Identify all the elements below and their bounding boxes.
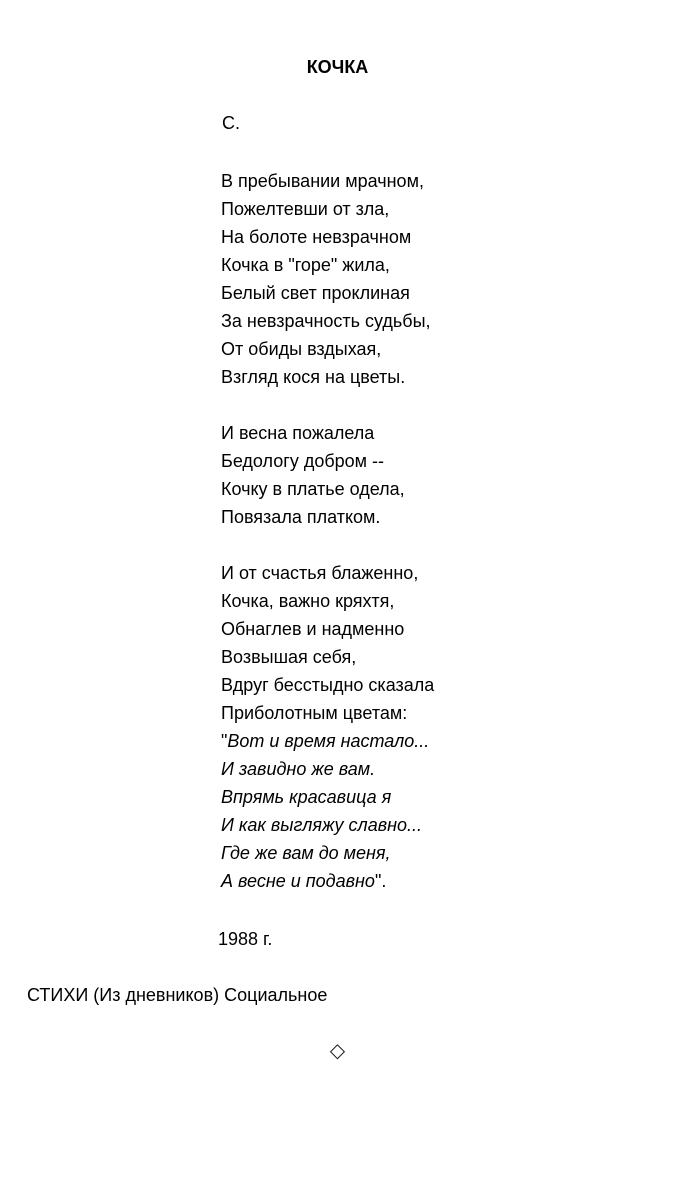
poem-line: Кочка, важно кряхтя,: [221, 591, 395, 611]
quote-mark: ": [221, 731, 228, 751]
quote-mark: ".: [374, 871, 387, 891]
stanza-3: [221, 559, 434, 895]
poem-line: Впрямь красавица я: [221, 787, 392, 807]
poem-line: Взгляд кося на цветы.: [221, 367, 406, 387]
poem-line: Возвышая себя,: [221, 647, 357, 667]
stanza-1: [221, 167, 434, 391]
quote-text: Вот и время настало...: [227, 731, 430, 751]
poem-body: [221, 167, 434, 923]
poem-line: За невзрачность судьбы,: [221, 311, 431, 331]
poem-line: Обнаглев и надменно: [221, 619, 405, 639]
poem-dedication: С.: [222, 113, 240, 133]
poem-line: Где же вам до меня,: [221, 843, 391, 863]
poem-line: Белый свет проклиная: [221, 283, 410, 303]
poem-line: Пожелтевши от зла,: [221, 199, 390, 219]
poem-year: 1988 г.: [218, 929, 273, 949]
poem-line: И завидно же вам.: [221, 759, 376, 779]
poem-line: Кочку в платье одела,: [221, 479, 405, 499]
poem-line: И как выгляжу славно...: [221, 815, 423, 835]
poem-title: КОЧКА: [306, 57, 369, 77]
poem-line-quote-start: [221, 727, 434, 755]
diamond-separator-icon: ◇: [329, 1040, 346, 1062]
poem-line: И от счастья блаженно,: [221, 563, 419, 583]
poem-tags: СТИХИ (Из дневников) Социальное: [27, 985, 328, 1005]
quote-text: А весне и подавно: [221, 871, 375, 891]
poem-line: На болоте невзрачном: [221, 227, 412, 247]
poem-line: Приболотным цветам:: [221, 703, 408, 723]
poem-line-quote-end: [221, 867, 434, 895]
poem-line: Бедологу добром --: [221, 451, 385, 471]
poem-line: Кочка в "горе" жила,: [221, 255, 390, 275]
poem-line: Вдруг бесстыдно сказала: [221, 675, 435, 695]
poem-line: И весна пожалела: [221, 423, 375, 443]
poem-line: Повязала платком.: [221, 507, 381, 527]
poem-line: В пребывании мрачном,: [221, 171, 424, 191]
poem-line: От обиды вздыхая,: [221, 339, 382, 359]
stanza-2: [221, 419, 434, 531]
